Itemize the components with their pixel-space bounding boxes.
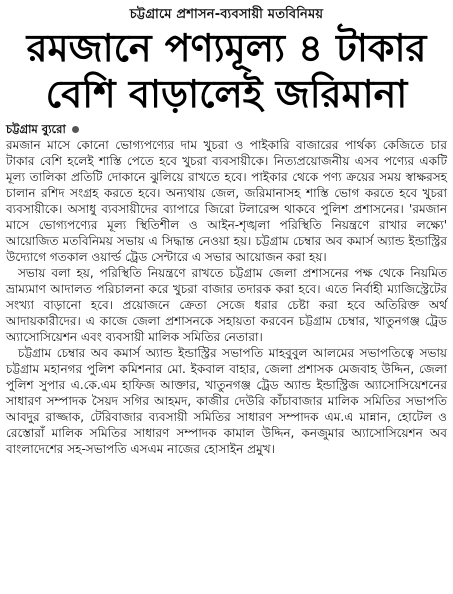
kicker: চট্টগ্রামে প্রশাসন-ব্যবসায়ী মতবিনিময় — [129, 7, 324, 22]
paragraph-3: চট্টগ্রাম চেম্বার অব কমার্স অ্যান্ড ইন্ডাস্ট্রির সভাপতি মাহবুবুল আলমের সভাপতিত্বে সভায় চট্টগ্রাম মহানগর পুলিশ কমিশনার মো. ইকবাল বাহার, জেলা প্রশাসক মেজবাহ উদ্দিন, জেলা পুলিশ সুপার এ.কে.এম হাফিজ আক্তার, খাতুনগঞ্জ ট্রেড অ্যান্ড ইন্ডাস্ট্রিজ অ্যাসোসিয়েশনের সাধারণ সম্পাদক সৈয়দ সগির আহমদ, কাজীর দেউরি কাঁচাবাজার মালিক সমিতির সভাপতি আবদুর রাজ্জাক, টেরিবাজার ব্যবসায়ী সমিতির সাধারণ সম্পাদক এম.এ মান্নান, হোটেল ও রেস্তোরাঁ মালিক সমিতির সাধারণ সম্পাদক কামাল উদ্দিন, কনজুমার অ্যাসোসিয়েশন অব বাংলাদেশের সহ-সভাপতি এসএম নাজের হোসাইন প্রমুখ। — [6, 346, 447, 456]
headline-line-2: বেশি বাড়ালেই জরিমানা — [45, 72, 408, 116]
byline — [6, 121, 447, 137]
article-body — [6, 121, 447, 457]
byline-text: চট্টগ্রাম ব্যুরো — [6, 122, 66, 136]
headline-line-1: রমজানে পণ্যমূল্য ৪ টাকার — [26, 26, 427, 70]
bullet-icon — [72, 126, 79, 133]
paragraph-1: রমজান মাসে কোনো ভোগ্যপণ্যের দাম খুচরা ও পাইকারি বাজারের পার্থক্য কেজিতে চার টাকার বেশি হলেই শাস্তি পেতে হবে খুচরা ব্যবসায়ীকে। নিত্যপ্রয়োজনীয় এসব পণ্যের একটি মূল্য তালিকা প্রতিটি দোকানে ঝুলিয়ে রাখতে হবে। পাইকার থেকে পণ্য ক্রয়ের সময় স্বাক্ষরসহ চালান রশিদ সংগ্রহ করতে হবে। অন্যথায় জেল, জরিমানাসহ শাস্তি ভোগ করতে হবে খুচরা ব্যবসায়ীকে। অসাধু ব্যবসায়ীদের ব্যাপারে জিরো টলারেন্স থাকবে পুলিশ প্রশাসনের। 'রমজান মাসে ভোগ্যপণ্যের মূল্য স্থিতিশীল ও আইন-শৃঙ্খলা পরিস্থিতি নিয়ন্ত্রণে রাখার লক্ষ্যে' আয়োজিত মতবিনিময় সভায় এ সিদ্ধান্ত নেওয়া হয়। চট্টগ্রাম চেম্বার অব কমার্স অ্যান্ড ইন্ডাস্ট্রির উদ্যোগে গতকাল ওয়ার্ল্ড ট্রেড সেন্টারে এ সভার আয়োজন করা হয়। — [6, 138, 447, 264]
paragraph-2: সভায় বলা হয়, পরিস্থিতি নিয়ন্ত্রণে রাখতে চট্টগ্রাম জেলা প্রশাসনের পক্ষ থেকে নিয়মিত ভ্রাম্যমাণ আদালত পরিচালনা করে খুচরা বাজার তদারক করা হবে। এতে নির্বাহী ম্যাজিস্ট্রেটের সংখ্যা বাড়ানো হবে। প্রয়োজনে ক্রেতা সেজে ধরার চেষ্টা করা হবে অতিরিক্ত অর্থ আদায়কারীদের। এ কাজে জেলা প্রশাসনকে সহায়তা করবেন চট্টগ্রাম চেম্বার, খাতুনগঞ্জ ট্রেড অ্যাসোসিয়েশন এবং ব্যবসায়ী মালিক সমিতির নেতারা। — [6, 266, 447, 344]
